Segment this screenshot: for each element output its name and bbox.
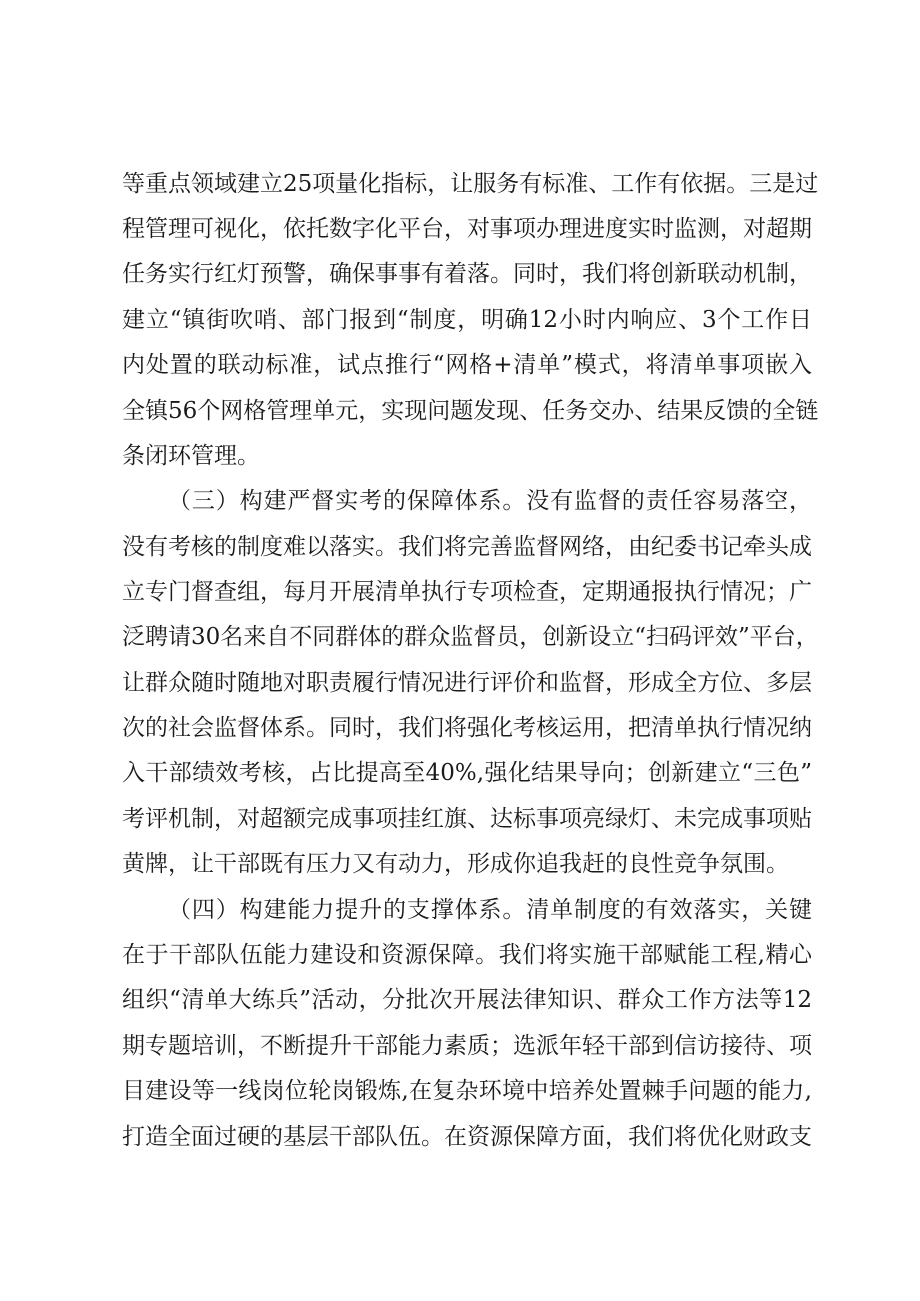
text-line: 目建设等一线岗位轮岗锻炼,在复杂环境中培养处置棘手问题的能力,	[122, 1078, 812, 1104]
text-line: 在于干部队伍能力建设和资源保障。我们将实施干部赋能工程,精心	[122, 942, 812, 968]
text-line: 任务实行红灯预警，确保事事有着落。同时，我们将创新联动机制，	[122, 261, 812, 287]
text-line: 内处置的联动标准，试点推行“网格+清单”模式，将清单事项嵌入	[122, 352, 812, 378]
text-line: 泛聘请30名来自不同群体的群众监督员，创新设立“扫码评效”平台，	[122, 624, 819, 650]
text-line: 建立“镇街吹哨、部门报到“制度，明确12小时内响应、3个工作日	[122, 307, 812, 333]
text-line: 入干部绩效考核，占比提高至40%,强化结果导向；创新建立“三色”	[122, 760, 812, 786]
text-line: 期专题培训，不断提升干部能力素质；选派年轻干部到信访接待、项	[122, 1033, 812, 1059]
text-line: 打造全面过硬的基层干部队伍。在资源保障方面，我们将优化财政支	[122, 1124, 812, 1150]
text-line: 条闭环管理。	[122, 443, 260, 469]
text-line: 等重点领域建立25项量化指标，让服务有标准、工作有依据。三是过	[122, 171, 819, 197]
text-line: 全镇56个网格管理单元，实现问题发现、任务交办、结果反馈的全链	[122, 398, 819, 424]
section-heading-line: （三）构建严督实考的保障体系。没有监督的责任容易落空，	[168, 488, 812, 514]
section-heading-line: （四）构建能力提升的支撑体系。清单制度的有效落实，关键	[168, 897, 812, 923]
text-line: 没有考核的制度难以落实。我们将完善监督网络，由纪委书记牵头成	[122, 534, 812, 560]
text-line: 程管理可视化，依托数字化平台，对事项办理进度实时监测，对超期	[122, 216, 812, 242]
text-line: 次的社会监督体系。同时，我们将强化考核运用，把清单执行情况纳	[122, 715, 812, 741]
text-line: 黄牌，让干部既有压力又有动力，形成你追我赶的良性竞争氛围。	[122, 851, 789, 877]
text-line: 组织“清单大练兵”活动，分批次开展法律知识、群众工作方法等12	[122, 987, 812, 1013]
text-line: 立专门督查组，每月开展清单执行专项检查，定期通报执行情况；广	[122, 579, 812, 605]
text-line: 考评机制，对超额完成事项挂红旗、达标事项亮绿灯、未完成事项贴	[122, 806, 812, 832]
text-line: 让群众随时随地对职责履行情况进行评价和监督，形成全方位、多层	[122, 670, 812, 696]
